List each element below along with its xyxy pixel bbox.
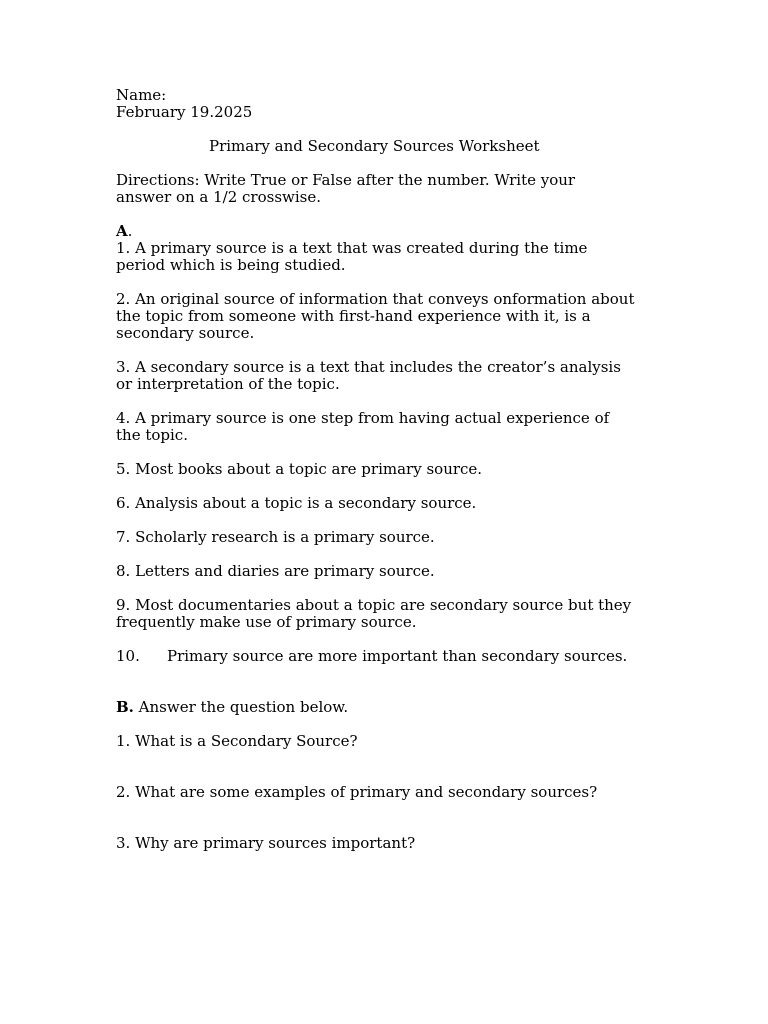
list-item	[116, 529, 661, 546]
item-line: the topic.	[116, 426, 188, 444]
question: 3. Why are primary sources important?	[116, 834, 416, 852]
list-item	[116, 495, 661, 512]
item-line: 2. An original source of information that conveys onformation about	[116, 290, 635, 308]
question: 1. What is a Secondary Source?	[116, 732, 358, 750]
directions-line-2: answer on a 1/2 crosswise.	[116, 188, 322, 206]
item-line: the topic from someone with first-hand experience with it, is a	[116, 307, 591, 325]
item-line: 5. Most books about a topic are primary source.	[116, 460, 483, 478]
list-item	[116, 410, 661, 444]
item-line: or interpretation of the topic.	[116, 375, 340, 393]
worksheet-title: Primary and Secondary Sources Worksheet	[209, 137, 540, 155]
list-item	[116, 648, 661, 665]
item-line: 1. A primary source is a text that was created during the time	[116, 239, 588, 257]
list-item	[116, 597, 661, 631]
item-10-number: 10.	[116, 647, 140, 665]
item-10-text: Primary source are more important than secondary sources.	[167, 647, 628, 665]
list-item	[116, 461, 661, 478]
directions	[116, 172, 661, 206]
worksheet-content	[116, 87, 661, 852]
section-a-label: A	[116, 222, 128, 240]
item-line: 6. Analysis about a topic is a secondary source.	[116, 494, 477, 512]
section-a-heading	[116, 223, 661, 240]
section-b-heading	[116, 699, 661, 716]
item-line	[116, 648, 661, 665]
list-item	[116, 359, 661, 393]
list-item	[116, 240, 661, 274]
name-label: Name:	[116, 86, 167, 104]
item-line: period which is being studied.	[116, 256, 346, 274]
item-line: 8. Letters and diaries are primary source.	[116, 562, 435, 580]
item-line: 3. A secondary source is a text that includes the creator’s analysis	[116, 358, 621, 376]
list-item	[116, 563, 661, 580]
section-b	[116, 699, 661, 852]
item-line: 9. Most documentaries about a topic are secondary source but they	[116, 596, 632, 614]
section-a	[116, 223, 661, 665]
list-item	[116, 291, 661, 342]
item-line: secondary source.	[116, 324, 255, 342]
directions-line-1: Directions: Write True or False after the number. Write your	[116, 171, 576, 189]
item-line: 4. A primary source is one step from having actual experience of	[116, 409, 610, 427]
question: 2. What are some examples of primary and secondary sources?	[116, 783, 598, 801]
item-line: 7. Scholarly research is a primary source.	[116, 528, 435, 546]
section-a-label-suffix: .	[127, 222, 133, 240]
section-b-instruction: Answer the question below.	[133, 698, 349, 716]
date-text: February 19.2025	[116, 103, 253, 121]
item-line: frequently make use of primary source.	[116, 613, 417, 631]
section-b-label: B.	[116, 698, 134, 716]
